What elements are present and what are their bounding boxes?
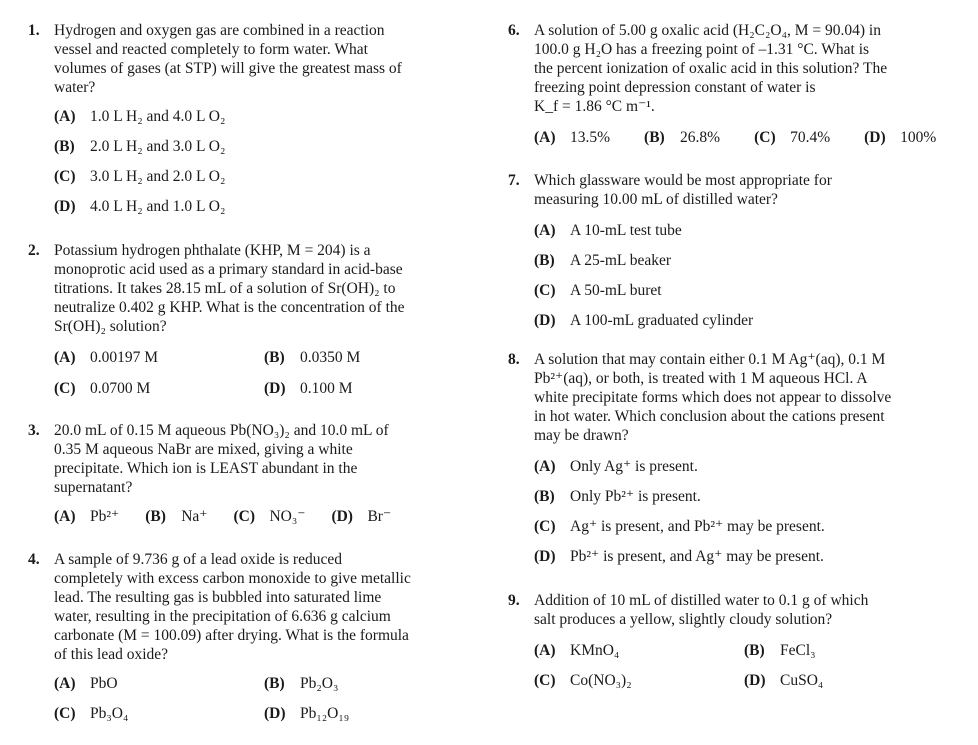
option-label: (D) (54, 198, 76, 215)
question-line: white precipitate forms which does not appear to dissolve (534, 389, 892, 406)
option-a[interactable] (534, 641, 744, 660)
option-d[interactable] (264, 704, 474, 723)
option-label: (C) (54, 168, 76, 185)
question-9 (508, 591, 948, 690)
option-text: A 50-mL buret (570, 282, 662, 299)
question-text (54, 550, 448, 664)
question-line: Hydrogen and oxygen gas are combined in a reaction (54, 22, 385, 39)
option-text: FeCl₃ (780, 642, 816, 659)
option-d[interactable] (264, 379, 474, 398)
option-text: 0.0350 M (300, 349, 361, 366)
option-text: A 100-mL graduated cylinder (570, 312, 754, 329)
option-a[interactable] (534, 457, 948, 476)
option-text: Pb²⁺ (90, 508, 120, 525)
option-a[interactable] (534, 128, 610, 147)
question-line: salt produces a yellow, slightly cloudy solution? (534, 611, 833, 628)
question-line: A solution of 5.00 g oxalic acid (H₂C₂O₄, M = 90.04) in (534, 22, 881, 39)
question-number: 7. (508, 172, 520, 189)
option-label: (D) (264, 380, 286, 397)
question-text (534, 591, 948, 629)
question-line: water? (54, 79, 96, 96)
option-label: (C) (534, 518, 556, 535)
option-text: Ag⁺ is present, and Pb²⁺ may be present. (570, 518, 825, 535)
question-line: Which glassware would be most appropriate for (534, 172, 832, 189)
option-label: (D) (534, 312, 556, 329)
question-line: A sample of 9.736 g of a lead oxide is reduced (54, 551, 342, 568)
option-text: Pb²⁺ is present, and Ag⁺ may be present. (570, 548, 824, 565)
question-line: completely with excess carbon monoxide to give metallic (54, 570, 411, 587)
option-label: (C) (54, 380, 76, 397)
option-label: (C) (54, 705, 76, 722)
option-text: Pb₂O₃ (300, 675, 339, 692)
option-text: KMnO₄ (570, 642, 620, 659)
question-line: Potassium hydrogen phthalate (KHP, M = 204) is a (54, 242, 371, 259)
option-label: (C) (534, 672, 556, 689)
question-2 (28, 241, 448, 398)
question-number: 1. (28, 22, 40, 39)
option-label: (A) (534, 458, 556, 475)
option-text: A 10-mL test tube (570, 222, 682, 239)
question-line: Addition of 10 mL of distilled water to 0.1 g of which (534, 592, 869, 609)
option-label: (B) (264, 349, 285, 366)
option-b[interactable] (644, 128, 720, 147)
question-line: vessel and reacted completely to form water. What (54, 41, 368, 58)
question-text (534, 21, 948, 116)
option-text: 0.100 M (300, 380, 353, 397)
option-label: (D) (331, 508, 353, 525)
question-line: in hot water. Which conclusion about the cations present (534, 408, 885, 425)
question-line: the percent ionization of oxalic acid in this solution? The (534, 60, 888, 77)
question-3 (28, 421, 448, 526)
option-c[interactable] (534, 281, 948, 300)
question-line: Pb²⁺(aq), or both, is treated with 1 M aqueous HCl. A (534, 370, 868, 387)
option-label: (B) (644, 129, 665, 146)
question-line: carbonate (M = 100.09) after drying. What is the formula (54, 627, 409, 644)
option-b[interactable] (264, 674, 474, 693)
question-line: K_f = 1.86 °C m⁻¹. (534, 98, 655, 115)
option-c[interactable] (534, 517, 948, 536)
option-a[interactable] (54, 674, 264, 693)
question-7 (508, 171, 948, 330)
option-text: 1.0 L H₂ and 4.0 L O₂ (90, 108, 226, 125)
question-line: measuring 10.00 mL of distilled water? (534, 191, 778, 208)
option-label: (A) (54, 508, 76, 525)
option-text: A 25-mL beaker (570, 252, 671, 269)
question-line: A solution that may contain either 0.1 M Ag⁺(aq), 0.1 M (534, 351, 886, 368)
option-text: 0.00197 M (90, 349, 159, 366)
option-label: (D) (744, 672, 766, 689)
option-label: (A) (54, 108, 76, 125)
option-text: 26.8% (680, 129, 721, 146)
question-text (534, 171, 948, 209)
question-number: 4. (28, 551, 40, 568)
option-d[interactable] (331, 507, 391, 526)
option-label: (B) (534, 488, 555, 505)
option-b[interactable] (744, 641, 954, 660)
option-label: (B) (534, 252, 555, 269)
question-number: 2. (28, 242, 40, 259)
option-text: Only Ag⁺ is present. (570, 458, 698, 475)
option-text: 2.0 L H₂ and 3.0 L O₂ (90, 138, 226, 155)
option-label: (B) (744, 642, 765, 659)
option-b[interactable] (534, 251, 948, 270)
option-label: (C) (534, 282, 556, 299)
question-number: 9. (508, 592, 520, 609)
question-6 (508, 21, 948, 147)
question-number: 3. (28, 422, 40, 439)
option-b[interactable] (54, 137, 448, 156)
option-label: (D) (864, 129, 886, 146)
option-c[interactable] (233, 507, 305, 526)
question-8 (508, 350, 948, 566)
option-text: Pb₃O₄ (90, 705, 129, 722)
option-text: CuSO₄ (780, 672, 824, 689)
question-text (534, 350, 948, 445)
option-d[interactable] (864, 128, 936, 147)
question-text (54, 21, 448, 97)
question-line: precipitate. Which ion is LEAST abundant in the (54, 460, 358, 477)
option-b[interactable] (145, 507, 207, 526)
option-d[interactable] (534, 311, 948, 330)
option-text: 0.0700 M (90, 380, 151, 397)
question-line: freezing point depression constant of water is (534, 79, 816, 96)
question-line: lead. The resulting gas is bubbled into saturated lime (54, 589, 382, 606)
question-4 (28, 550, 448, 723)
question-line: of this lead oxide? (54, 646, 169, 663)
question-line: titrations. It takes 28.15 mL of a solution of Sr(OH)₂ to (54, 280, 396, 297)
option-label: (D) (534, 548, 556, 565)
option-b[interactable] (264, 348, 474, 367)
option-c[interactable] (754, 128, 830, 147)
question-line: supernatant? (54, 479, 133, 496)
option-label: (A) (534, 642, 556, 659)
option-label: (A) (534, 129, 556, 146)
option-text: 4.0 L H₂ and 1.0 L O₂ (90, 198, 226, 215)
option-text: 13.5% (570, 129, 611, 146)
question-line: neutralize 0.402 g KHP. What is the concentration of the (54, 299, 405, 316)
option-text: Pb₁₂O₁₉ (300, 705, 350, 722)
question-number: 8. (508, 351, 520, 368)
option-text: 100% (900, 129, 937, 146)
option-label: (A) (54, 675, 76, 692)
option-c[interactable] (54, 167, 448, 186)
option-label: (B) (264, 675, 285, 692)
option-text: Co(NO₃)₂ (570, 672, 632, 689)
option-text: NO₃⁻ (269, 508, 306, 525)
question-line: monoprotic acid used as a primary standard in acid-base (54, 261, 403, 278)
option-b[interactable] (534, 487, 948, 506)
question-text (54, 241, 448, 336)
question-line: 20.0 mL of 0.15 M aqueous Pb(NO₃)₂ and 10.0 mL of (54, 422, 389, 439)
question-1 (28, 21, 448, 216)
option-text: Only Pb²⁺ is present. (570, 488, 701, 505)
question-line: 0.35 M aqueous NaBr are mixed, giving a white (54, 441, 353, 458)
option-text: PbO (90, 675, 118, 692)
question-line: 100.0 g H₂O has a freezing point of –1.31 °C. What is (534, 41, 870, 58)
option-a[interactable] (534, 221, 948, 240)
option-text: 3.0 L H₂ and 2.0 L O₂ (90, 168, 226, 185)
option-text: Br⁻ (367, 508, 392, 525)
option-d[interactable] (54, 197, 448, 216)
option-text: Na⁺ (181, 508, 208, 525)
option-label: (A) (534, 222, 556, 239)
option-label: (D) (264, 705, 286, 722)
question-number: 6. (508, 22, 520, 39)
option-label: (B) (145, 508, 166, 525)
option-a[interactable] (54, 507, 119, 526)
option-label: (C) (233, 508, 255, 525)
question-line: Sr(OH)₂ solution? (54, 318, 167, 335)
option-c[interactable] (54, 704, 264, 723)
question-line: volumes of gases (at STP) will give the greatest mass of (54, 60, 402, 77)
option-a[interactable] (54, 348, 264, 367)
option-label: (B) (54, 138, 75, 155)
question-line: water, resulting in the precipitation of 6.636 g calcium (54, 608, 391, 625)
question-text (54, 421, 448, 497)
option-a[interactable] (54, 107, 448, 126)
option-d[interactable] (744, 671, 954, 690)
option-d[interactable] (534, 547, 948, 566)
question-line: may be drawn? (534, 427, 629, 444)
option-label: (A) (54, 349, 76, 366)
option-label: (C) (754, 129, 776, 146)
option-c[interactable] (534, 671, 744, 690)
option-text: 70.4% (790, 129, 831, 146)
option-c[interactable] (54, 379, 264, 398)
